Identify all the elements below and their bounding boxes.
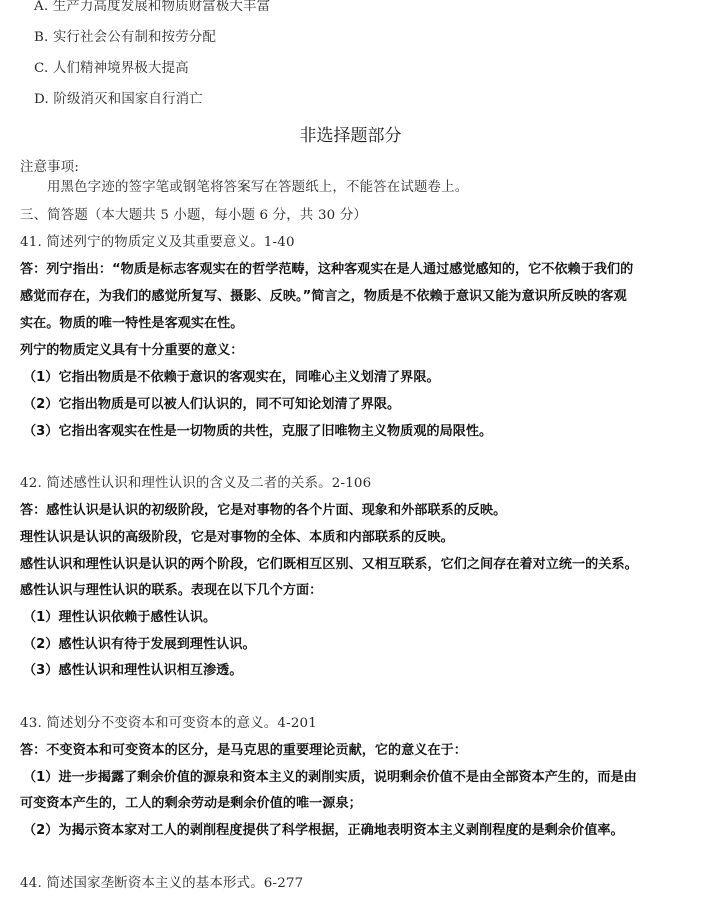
answer-41-line: 答：列宁指出：“物质是标志客观实在的哲学范畴，这种客观实在是人通过感觉感知的，它不依赖于我们的 <box>20 262 634 277</box>
answer-41-line: （3）它指出客观实在性是一切物质的共性，克服了旧唯物主义物质观的局限性。 <box>23 424 493 439</box>
question-44: 44. 简述国家垄断资本主义的基本形式。6-277 <box>20 876 304 891</box>
answer-43-line: 可变资本产生的，工人的剩余劳动是剩余价值的唯一源泉； <box>20 796 362 811</box>
option-b: B. 实行社会公有制和按劳分配 <box>34 30 217 45</box>
part-heading: 三、简答题（本大题共 5 小题，每小题 6 分，共 30 分） <box>20 208 368 223</box>
answer-41-line: 感觉而存在，为我们的感觉所复写、摄影、反映。”简言之，物质是不依赖于意识又能为意识所反映的客观 <box>20 289 627 304</box>
answer-42-line: （1）理性认识依赖于感性认识。 <box>23 610 217 625</box>
answer-42-line: （3）感性认识和理性认识相互渗透。 <box>23 663 243 678</box>
section-title: 非选择题部分 <box>299 126 402 146</box>
question-41: 41. 简述列宁的物质定义及其重要意义。1-40 <box>20 235 295 250</box>
answer-42-line: 答：感性认识是认识的初级阶段，它是对事物的各个片面、现象和外部联系的反映。 <box>20 503 507 518</box>
answer-41-line: 实在。物质的唯一特性是客观实在性。 <box>20 316 244 331</box>
question-43: 43. 简述划分不变资本和可变资本的意义。4-201 <box>20 716 317 731</box>
answer-42-line: 感性认识与理性认识的联系。表现在以下几个方面： <box>20 583 323 598</box>
answer-43-line: 答：不变资本和可变资本的区分，是马克思的重要理论贡献，它的意义在于： <box>20 743 467 758</box>
answer-41-line: （1）它指出物质是不依赖于意识的客观实在，同唯心主义划清了界限。 <box>23 370 440 385</box>
option-a: A. 生产力高度发展和物质财富极大丰富 <box>34 0 271 14</box>
answer-43-line: （1）进一步揭露了剩余价值的源泉和资本主义的剥削实质，说明剩余价值不是由全部资本产生的，而是由 <box>23 770 637 785</box>
answer-42-line: 感性认识和理性认识是认识的两个阶段，它们既相互区别、又相互联系，它们之间存在着对立统一的关系。 <box>20 557 638 572</box>
answer-42-line: 理性认识是认识的高级阶段，它是对事物的全体、本质和内部联系的反映。 <box>20 530 454 545</box>
question-42: 42. 简述感性认识和理性认识的含义及二者的关系。2-106 <box>20 476 372 491</box>
answer-43-line: （2）为揭示资本家对工人的剥削程度提供了科学根据，正确地表明资本主义剥削程度的是剩余价值率。 <box>23 823 624 838</box>
option-d: D. 阶级消灭和国家自行消亡 <box>34 92 203 107</box>
notice-heading: 注意事项: <box>20 160 80 175</box>
answer-42-line: （2）感性认识有待于发展到理性认识。 <box>23 637 256 652</box>
answer-41-line: （2）它指出物质是可以被人们认识的，同不可知论划清了界限。 <box>23 397 401 412</box>
notice-body: 用黑色字迹的签字笔或钢笔将答案写在答题纸上，不能答在试题卷上。 <box>47 180 469 195</box>
answer-41-line: 列宁的物质定义具有十分重要的意义： <box>20 343 244 358</box>
option-c: C. 人们精神境界极大提高 <box>34 61 189 76</box>
